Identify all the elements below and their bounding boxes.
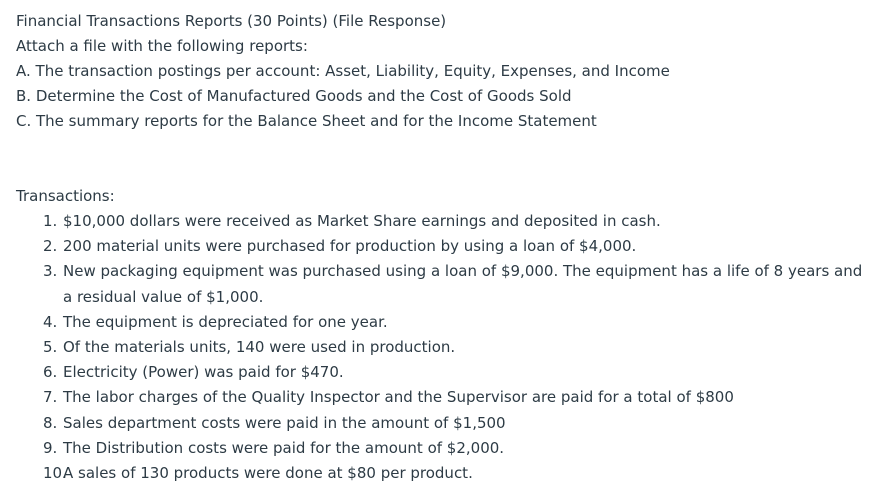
transaction-item-1 xyxy=(16,209,869,234)
transaction-number: 2. xyxy=(43,237,58,256)
transaction-number: 8. xyxy=(43,413,58,432)
transaction-number: 10. xyxy=(43,464,67,483)
transaction-text: Sales department costs were paid in the amount of $1,500 xyxy=(63,413,506,432)
transaction-item-2 xyxy=(16,234,869,259)
assignment-content xyxy=(16,9,869,486)
transaction-item-8 xyxy=(16,411,869,436)
transaction-item-9 xyxy=(16,436,869,461)
transaction-item-3 xyxy=(16,259,869,309)
report-item-a: A. The transaction postings per account: Asset, Liability, Equity, Expenses, and Income xyxy=(16,62,670,80)
report-item-b: B. Determine the Cost of Manufactured Goods and the Cost of Goods Sold xyxy=(16,87,572,105)
transaction-number: 4. xyxy=(43,312,58,331)
report-item-c: C. The summary reports for the Balance Sheet and for the Income Statement xyxy=(16,112,597,130)
transaction-text: The Distribution costs were paid for the amount of $2,000. xyxy=(63,438,505,457)
transaction-item-6 xyxy=(16,360,869,385)
assignment-title: Financial Transactions Reports (30 Points) (File Response) xyxy=(16,12,447,30)
transactions-list xyxy=(16,209,869,486)
transaction-number: 9. xyxy=(43,438,58,457)
transaction-item-7 xyxy=(16,385,869,410)
transaction-text: The labor charges of the Quality Inspector and the Supervisor are paid for a total of $800 xyxy=(63,388,734,407)
transaction-item-10 xyxy=(16,461,869,486)
transaction-number: 6. xyxy=(43,363,58,382)
transaction-text: The equipment is depreciated for one year. xyxy=(63,312,388,331)
transaction-text: Electricity (Power) was paid for $470. xyxy=(63,363,344,382)
section-spacer xyxy=(16,134,869,184)
transaction-text: $10,000 dollars were received as Market Share earnings and deposited in cash. xyxy=(63,212,661,230)
transaction-text: 200 material units were purchased for production by using a loan of $4,000. xyxy=(63,237,637,256)
transaction-text: New packaging equipment was purchased using a loan of $9,000. The equipment has a life of 8 years and a residual value of $1,000. xyxy=(63,262,863,306)
assignment-instruction: Attach a file with the following reports: xyxy=(16,37,308,55)
transaction-item-4 xyxy=(16,310,869,335)
transaction-number: 5. xyxy=(43,338,58,357)
transaction-item-5 xyxy=(16,335,869,360)
transactions-heading: Transactions: xyxy=(16,187,115,205)
transaction-text: A sales of 130 products were done at $80 per product. xyxy=(63,464,473,483)
transaction-number: 7. xyxy=(43,388,58,407)
transaction-text: Of the materials units, 140 were used in production. xyxy=(63,338,456,357)
transaction-number: 3. xyxy=(43,262,58,281)
transaction-number: 1. xyxy=(43,212,58,230)
